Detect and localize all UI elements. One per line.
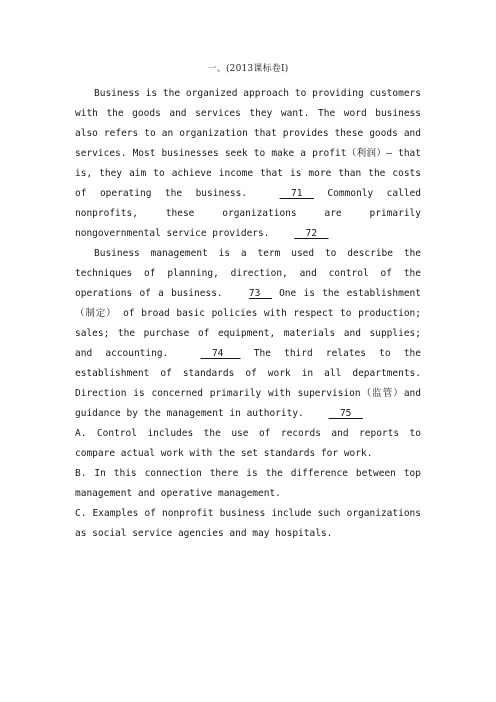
paragraph-2-text: Business management is a term used to describe the techniques of planning, direction, and control of the operations of a business. xyxy=(75,248,421,299)
section-heading: 一、(2013课标卷Ⅰ) xyxy=(207,64,289,74)
blank-71[interactable]: 71 xyxy=(279,188,314,199)
blank-75[interactable]: 75 xyxy=(328,408,363,419)
paragraph-1 xyxy=(75,84,421,244)
blank-73[interactable]: 73 xyxy=(248,288,272,299)
paragraph-2-text-after-73: One is the establishment（制定） of broad basic policies with respect to production; sales; the purchase of equipment, materials and supplies; and accounting. xyxy=(75,288,421,359)
option-c: C. Examples of nonprofit business include such organizations as social service agencies and may hospitals. xyxy=(75,508,421,539)
blank-74[interactable]: 74 xyxy=(200,348,241,359)
paragraph-1-text: Business is the organized approach to providing customers with the goods and services they want. The word business also refers to an organization that provides these goods and services. Most businesses seek to make a profit（利润）— that is, they aim to achieve income that is more than the costs of operating the business. xyxy=(75,88,421,199)
paragraph-2-text-after-74: The third relates to the establishment of standards of work in all departments. Direction is concerned primarily with supervision（监管）and guidance by the management in authority. xyxy=(75,348,421,419)
passage-body xyxy=(75,84,421,544)
option-a: A. Control includes the use of records and reports to compare actual work with the set standards for work. xyxy=(75,428,421,459)
paragraph-1-text-after-71: Commonly called nonprofits, these organizations are primarily nongovernmental service providers. xyxy=(75,188,421,239)
paragraph-2 xyxy=(75,244,421,424)
option-b: B. In this connection there is the difference between top management and operative management. xyxy=(75,468,421,499)
blank-72[interactable]: 72 xyxy=(294,228,329,239)
